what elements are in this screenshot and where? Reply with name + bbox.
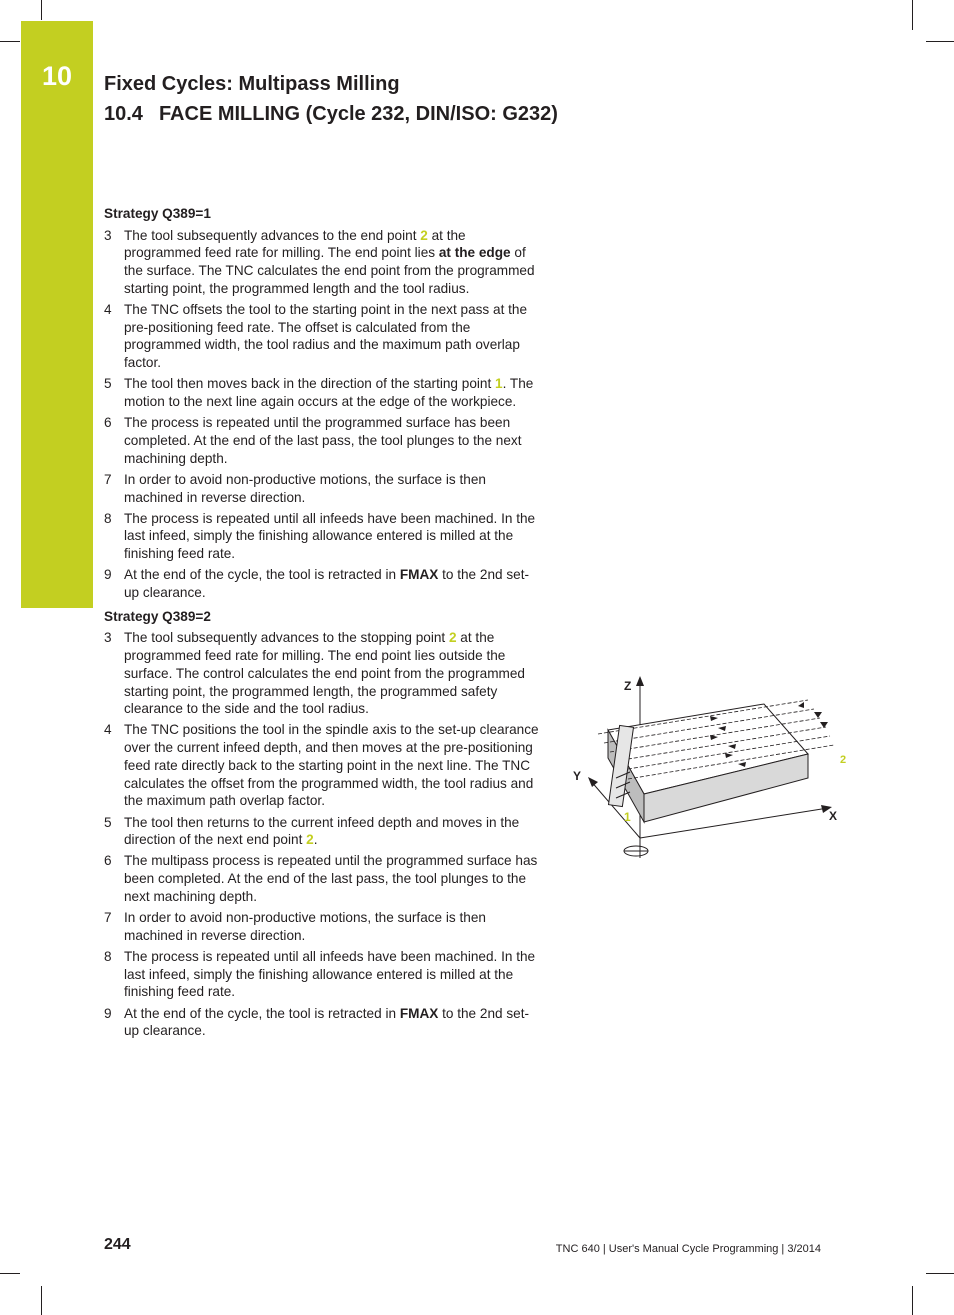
list-item <box>104 814 544 849</box>
list-item <box>104 301 544 372</box>
list-item <box>104 227 544 298</box>
point-label-1: 1 <box>624 810 631 824</box>
footer-text: TNC 640 | User's Manual Cycle Programming | 3/2014 <box>555 1243 821 1255</box>
z-axis-arrow <box>636 676 644 686</box>
step-number: 4 <box>104 722 112 738</box>
chapter-tab <box>21 21 93 608</box>
step-number: 4 <box>104 302 112 318</box>
step-number: 8 <box>104 510 112 526</box>
step-text: The TNC offsets the tool to the starting point in the next pass at the pre-positioning feed rate. The offset is calculated from the programmed width, the tool radius and the maximum path overlap factor. <box>124 302 528 371</box>
list-item <box>104 721 544 810</box>
step-text: The process is repeated until all infeeds have been machined. In the last infeed, simply the finishing allowance entered is milled at the finishing feed rate. <box>124 510 536 562</box>
face-milling-figure <box>568 668 858 868</box>
chapter-number: 10 <box>41 61 73 91</box>
crop-mark <box>0 1273 20 1274</box>
step-number: 9 <box>104 1005 112 1021</box>
crop-mark <box>926 41 954 42</box>
list-item <box>104 471 544 506</box>
point-label-2: 2 <box>840 754 847 766</box>
strategy-heading: Strategy Q389=1 <box>104 206 211 221</box>
step-number: 5 <box>104 814 112 830</box>
step-number: 5 <box>104 376 112 392</box>
step-number: 9 <box>104 567 112 583</box>
list-item <box>104 375 544 410</box>
step-number: 6 <box>104 853 112 869</box>
axis-label-y: Y <box>573 769 582 783</box>
crop-mark <box>912 1286 913 1315</box>
step-number: 3 <box>104 227 112 243</box>
step-text: In order to avoid non-productive motions, the surface is then machined in reverse direction. <box>124 471 486 505</box>
strategy-heading: Strategy Q389=2 <box>104 608 211 624</box>
y-axis-arrow <box>588 777 598 787</box>
crop-mark <box>926 1273 954 1274</box>
list-item <box>104 1005 544 1040</box>
crop-mark <box>41 1286 42 1315</box>
section-title: FACE MILLING (Cycle 232, DIN/ISO: G232) <box>158 103 558 125</box>
axis-label-x: X <box>829 809 838 823</box>
step-number: 7 <box>104 910 112 926</box>
list-item <box>104 566 544 601</box>
step-text: In order to avoid non-productive motions, the surface is then machined in reverse direction. <box>124 910 486 943</box>
section-number: 10.4 <box>104 103 143 125</box>
list-item <box>104 852 544 905</box>
list-item <box>104 948 544 1001</box>
crop-mark <box>0 41 20 42</box>
chapter-title: Fixed Cycles: Multipass Milling <box>104 73 400 95</box>
step-text: The multipass process is repeated until the programmed surface has been completed. At the end of the last pass, the tool plunges to the next machining depth. <box>124 853 538 904</box>
list-item <box>104 510 544 563</box>
list-item <box>104 909 544 944</box>
crop-mark <box>912 0 913 30</box>
step-text: The process is repeated until all infeeds have been machined. In the last infeed, simply the finishing allowance entered is milled at the finishing feed rate. <box>124 948 536 1000</box>
step-number: 7 <box>104 471 112 487</box>
step-text: At the end of the cycle, the tool is retracted in FMAX to the 2nd set-up clearance. <box>124 567 530 601</box>
step-text: At the end of the cycle, the tool is retracted in FMAX to the 2nd set-up clearance. <box>124 1005 530 1039</box>
step-text: The TNC positions the tool in the spindle axis to the set-up clearance over the current infeed depth, and then moves at the pre-positioning feed rate directly back to the starting point in the next line. The TNC calculates the offset from the programmed width, the tool radius and the maximum path overlap factor. <box>124 722 539 809</box>
step-text: The tool subsequently advances to the stopping point 2 at the programmed feed rate for milling. The end point lies outside the surface. The control calculates the end point from the programmed starting point, the programmed length, the programmed safety clearance to the side and the tool radius. <box>124 630 525 717</box>
step-text: The tool then returns to the current infeed depth and moves in the direction of the next end point 2. <box>124 814 520 848</box>
step-number: 8 <box>104 948 112 964</box>
step-text: The tool then moves back in the direction of the starting point 1. The motion to the next line again occurs at the edge of the workpiece. <box>124 376 534 410</box>
section-heading <box>104 103 558 126</box>
step-number: 3 <box>104 630 112 646</box>
crop-mark <box>41 0 42 20</box>
list-item <box>104 629 544 718</box>
step-text: The process is repeated until the programmed surface has been completed. At the end of the last pass, the tool plunges to the next machining depth. <box>124 415 522 466</box>
list-item <box>104 414 544 467</box>
body-content <box>104 205 544 1043</box>
step-number: 6 <box>104 415 112 431</box>
page-number: 244 <box>104 1236 131 1253</box>
axis-label-z: Z <box>624 679 632 693</box>
step-text: The tool subsequently advances to the end point 2 at the programmed feed rate for milling. The end point lies at the edge of the surface. The TNC calculates the end point from the programmed starting point, the programmed length and the tool radius. <box>124 227 535 296</box>
